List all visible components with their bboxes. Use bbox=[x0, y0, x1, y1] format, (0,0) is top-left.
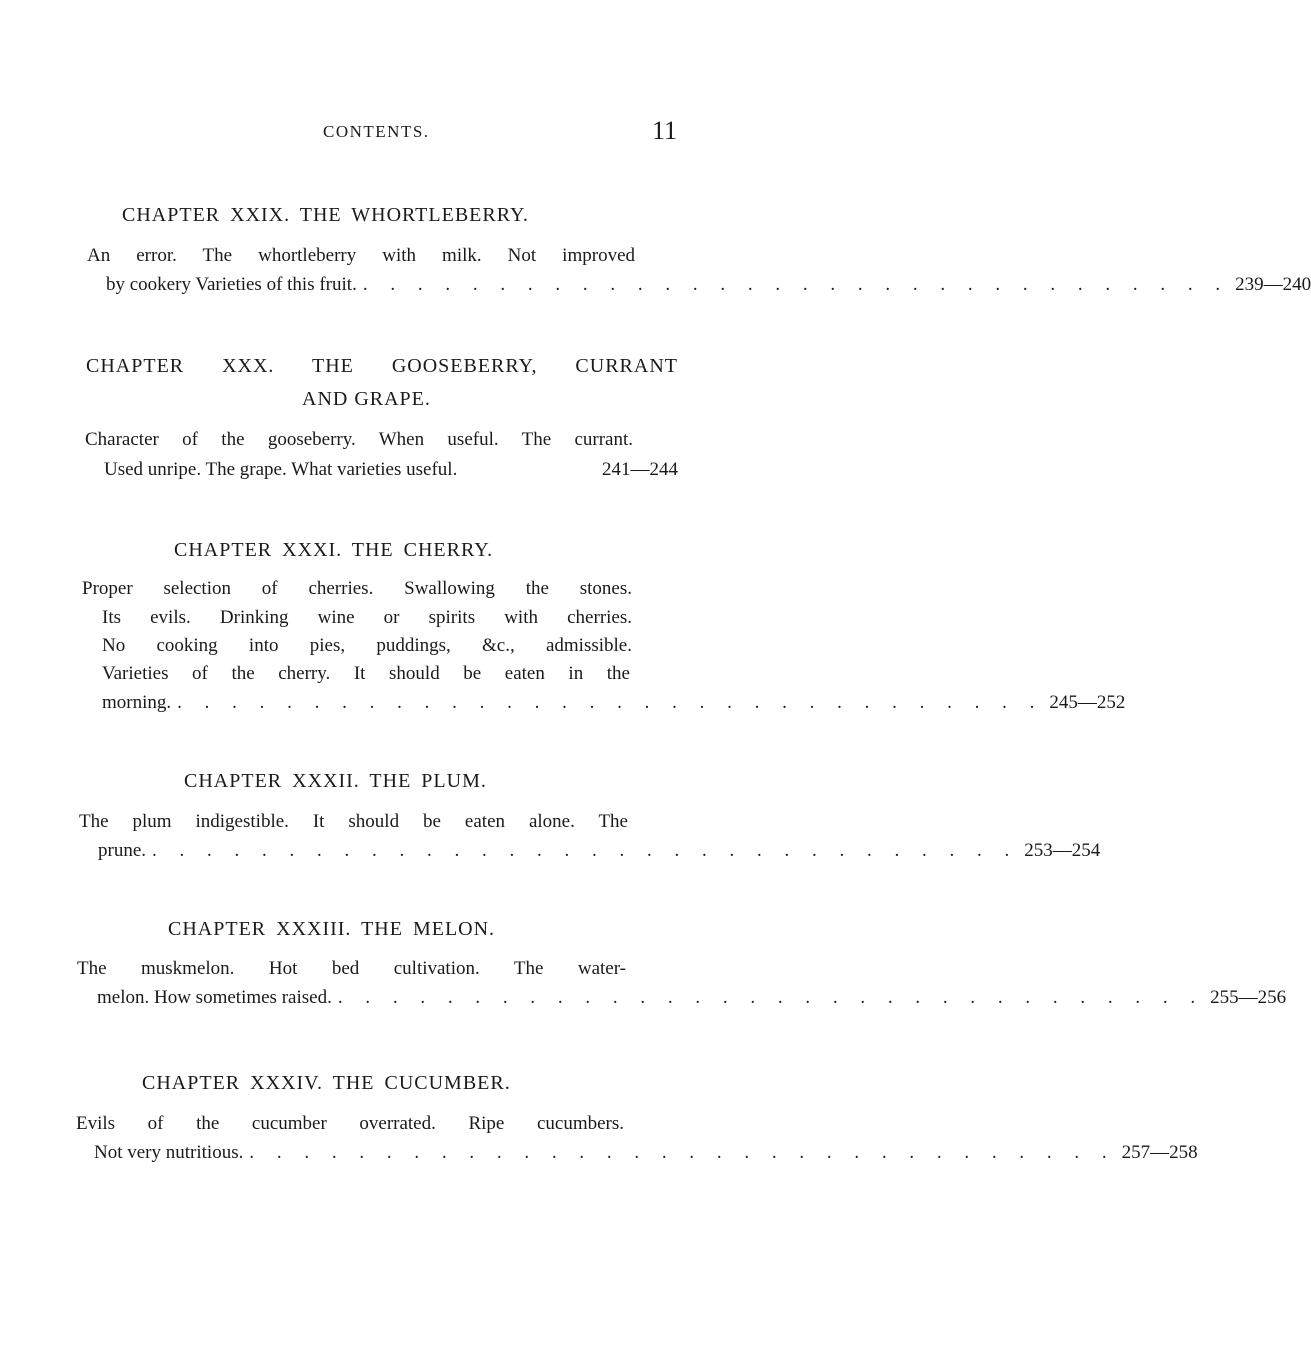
chapter-title-continued: AND GRAPE. bbox=[302, 388, 431, 410]
page-range: 239—240 bbox=[1235, 274, 1311, 295]
entry-last-line bbox=[106, 274, 1311, 295]
page-range: 253—254 bbox=[1024, 840, 1101, 861]
entry-last-line bbox=[104, 460, 678, 479]
chapter-title: CHAPTER XXX. THE GOOSEBERRY, CURRANT bbox=[86, 355, 678, 377]
leader-dots: . . . . . . . . . . . . . . . . . . . . . . . . . . . . . . . . bbox=[362, 274, 1230, 295]
leader-dots: . . . . . . . . . . . . . . . . . . . . . . . . . . . . . . . . bbox=[152, 840, 1019, 861]
page-range: 245—252 bbox=[1049, 692, 1126, 713]
chapter-title: CHAPTER XXXIII. THE MELON. bbox=[168, 918, 496, 940]
entry-text: Not very nutritious. bbox=[94, 1142, 244, 1163]
entry-line: The muskmelon. Hot bed cultivation. The water- bbox=[77, 958, 626, 979]
chapter-title: CHAPTER XXXI. THE CHERRY. bbox=[174, 539, 494, 561]
entry-last-line bbox=[102, 692, 1126, 713]
entry-text: prune. bbox=[98, 840, 147, 861]
entry-last-line bbox=[94, 1142, 1198, 1163]
running-head: CONTENTS. bbox=[323, 122, 430, 141]
entry-last-line bbox=[98, 840, 1101, 861]
entry-text: melon. How sometimes raised. bbox=[97, 987, 332, 1008]
entry-line: An error. The whortleberry with milk. Not improved bbox=[87, 245, 635, 266]
chapter-title: CHAPTER XXXII. THE PLUM. bbox=[184, 770, 487, 792]
entry-line: Character of the gooseberry. When useful. The currant. bbox=[85, 429, 633, 450]
leader-dots: . . . . . . . . . . . . . . . . . . . . . . . . . . . . . . . . bbox=[249, 1142, 1116, 1163]
page-header bbox=[0, 118, 750, 152]
page-number: 11 bbox=[652, 116, 678, 145]
entry-line: Its evils. Drinking wine or spirits with cherries. bbox=[102, 607, 632, 628]
entry-text: Used unripe. The grape. What varieties useful. bbox=[104, 459, 458, 480]
entry-line: No cooking into pies, puddings, &c., admissible. bbox=[102, 635, 632, 656]
leader-dots: . . . . . . . . . . . . . . . . . . . . . . . . . . . . . . . . bbox=[177, 692, 1044, 713]
entry-last-line bbox=[97, 987, 1287, 1008]
entry-text: by cookery Varieties of this fruit. bbox=[106, 274, 357, 295]
chapter-title: CHAPTER XXIX. THE WHORTLEBERRY. bbox=[122, 204, 529, 226]
leader-dots: . . . . . . . . . . . . . . . . . . . . . . . . . . . . . . . . bbox=[337, 987, 1205, 1008]
entry-line: Proper selection of cherries. Swallowing the stones. bbox=[82, 578, 632, 599]
page-range: 257—258 bbox=[1121, 1142, 1198, 1163]
entry-text: morning. bbox=[102, 692, 172, 713]
entry-line: Varieties of the cherry. It should be eaten in the bbox=[102, 663, 630, 684]
chapter-title: CHAPTER XXXIV. THE CUCUMBER. bbox=[142, 1072, 511, 1094]
entry-line: Evils of the cucumber overrated. Ripe cucumbers. bbox=[76, 1113, 624, 1134]
page-range: 255—256 bbox=[1210, 987, 1287, 1008]
page-range: 241—244 bbox=[602, 459, 678, 480]
entry-line: The plum indigestible. It should be eaten alone. The bbox=[79, 811, 628, 832]
